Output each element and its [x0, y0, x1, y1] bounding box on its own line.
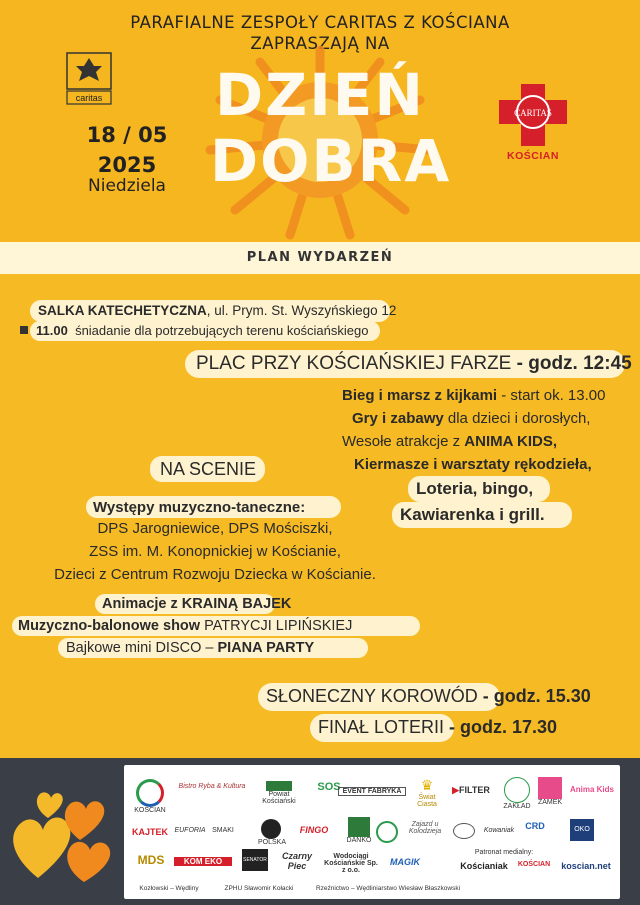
final-line [318, 717, 557, 738]
sponsor-logo: Czarny Piec [281, 851, 312, 871]
title-line-2: DOBRA [210, 127, 452, 195]
organizer-line-2: ZAPRASZAJĄ NA [250, 34, 390, 53]
activity-games: Gry i zabawy dla dzieci i dorosłych, [352, 410, 591, 427]
parade-line [266, 686, 591, 707]
sponsor-caption: Rzeźnictwo – Wędliniarstwo Wiesław Błaszkowski [315, 885, 461, 892]
plan-heading: PLAN WYDARZEŃ [0, 242, 640, 274]
salka-place: SALKA KATECHETYCZNA [38, 303, 207, 318]
caritas-logo [66, 52, 112, 106]
sponsor-logo: ZAMEK [536, 777, 564, 806]
event-date [62, 120, 192, 180]
sponsor-logo: SOS [317, 781, 341, 793]
date-day-month: 18 / 05 [86, 123, 168, 147]
breakfast-time: 11.00 [36, 323, 68, 338]
sponsor-logo: KOŚCIAN [517, 861, 551, 868]
sponsor-logo: Kowaniak [483, 827, 515, 834]
sponsor-logo: KOM EKO [174, 857, 232, 866]
sponsor-logo: OKO [568, 819, 596, 841]
koscian-logo-label: KOŚCIAN [507, 150, 559, 162]
sponsor-logo: SMAKI [212, 827, 234, 834]
activity-lottery: Loteria, bingo, [416, 479, 534, 498]
activity-anima: Wesołe atrakcje z ANIMA KIDS, [342, 433, 558, 450]
sponsor-logo: MDS [137, 853, 165, 867]
plac-place: PLAC PRZY KOŚCIAŃSKIEJ FARZE [196, 353, 512, 374]
event-weekday: Niedziela [88, 176, 166, 196]
sponsor-caption: ZPHU Sławomir Kołacki [224, 885, 294, 892]
sponsor-logo: DANKO [344, 817, 374, 844]
sponsor-logo: Wodociągi Kościańskie Sp. z o.o. [324, 853, 378, 874]
activity-fair: Kiermasze i warsztaty rękodzieła, [354, 456, 592, 473]
plac-time: - godz. 12:45 [511, 353, 632, 374]
breakfast-line [36, 323, 368, 338]
performer-2: ZSS im. M. Konopnickiej w Kościanie, [89, 543, 341, 560]
koscian-logo-text: CARITAS [514, 108, 552, 118]
media-patronage-label: Patronat medialny: [474, 849, 534, 856]
caritas-logo-label: caritas [75, 93, 103, 103]
sponsor-logo: Zajazd u Kolodzieja [408, 821, 442, 835]
activity-cafe: Kawiarenka i grill. [400, 505, 545, 524]
sponsor-logo: ♛ Świat Ciasta [417, 777, 437, 808]
disco-line: Bajkowe mini DISCO – PIANA PARTY [66, 640, 315, 656]
sponsor-logo [374, 821, 400, 843]
sponsor-logo: ▶FILTER [452, 785, 490, 795]
animations-line: Animacje z KRAINĄ BAJEK [102, 596, 292, 612]
salka-line [38, 303, 396, 318]
breakfast-desc: śniadanie dla potrzebujących terenu kościańskiego [75, 323, 369, 338]
sponsor-logo: KOŚCIAN [130, 779, 170, 814]
final-time: - godz. 17.30 [444, 717, 558, 737]
date-year: 2025 [97, 153, 157, 177]
sponsor-logo: POLSKA [258, 819, 284, 846]
hearts-graphic [8, 778, 118, 888]
sponsors-panel [124, 765, 620, 899]
bullet-icon [20, 326, 28, 334]
sponsor-logo: MAGIK [390, 857, 420, 867]
final-name: FINAŁ LOTERII [318, 717, 445, 737]
sponsor-logo: CRD [525, 821, 545, 831]
sponsor-logo: Bistro Ryba & Kultura [178, 783, 246, 790]
activity-run: Bieg i marsz z kijkami - start ok. 13.00 [342, 387, 606, 404]
sponsor-caption: Kozłowski – Wędliny [139, 885, 199, 892]
parade-name: SŁONECZNY KOROWÓD [266, 686, 478, 706]
sponsor-logo: KAJTEK [131, 827, 168, 837]
performer-1: DPS Jarogniewice, DPS Mościszki, [97, 520, 333, 537]
sponsor-logo [452, 823, 476, 839]
performer-3: Dzieci z Centrum Rozwoju Dziecka w Kościanie. [54, 566, 376, 583]
sponsor-logo: Powiat Kościański [254, 781, 304, 805]
plac-line [196, 353, 632, 375]
salka-address: , ul. Prym. St. Wyszyńskiego 12 [206, 303, 397, 318]
sponsor-logo: EVENT FABRYKA [338, 787, 406, 796]
sponsor-logo: FINGO [299, 825, 329, 835]
sponsor-logo: SENATOR [240, 849, 270, 871]
sponsor-logo: EUFORIA [174, 827, 206, 834]
parade-time: - godz. 15.30 [477, 686, 591, 706]
stage-heading: NA SCENIE [160, 459, 257, 479]
sponsor-logo: ZAKŁAD [502, 777, 532, 810]
sponsor-logo: Kościaniak [460, 861, 508, 871]
organizer-line-1: PARAFIALNE ZESPOŁY CARITAS Z KOŚCIANA [130, 13, 510, 32]
title-line-1: DZIEŃ [215, 61, 425, 129]
show-line: Muzyczno-balonowe show PATRYCJI LIPIŃSKIEJ [18, 618, 353, 634]
sponsor-logo: Anima Kids [569, 785, 614, 794]
sponsor-logo: koscian.net [561, 861, 611, 871]
performances-heading: Występy muzyczno-taneczne: [93, 499, 306, 516]
